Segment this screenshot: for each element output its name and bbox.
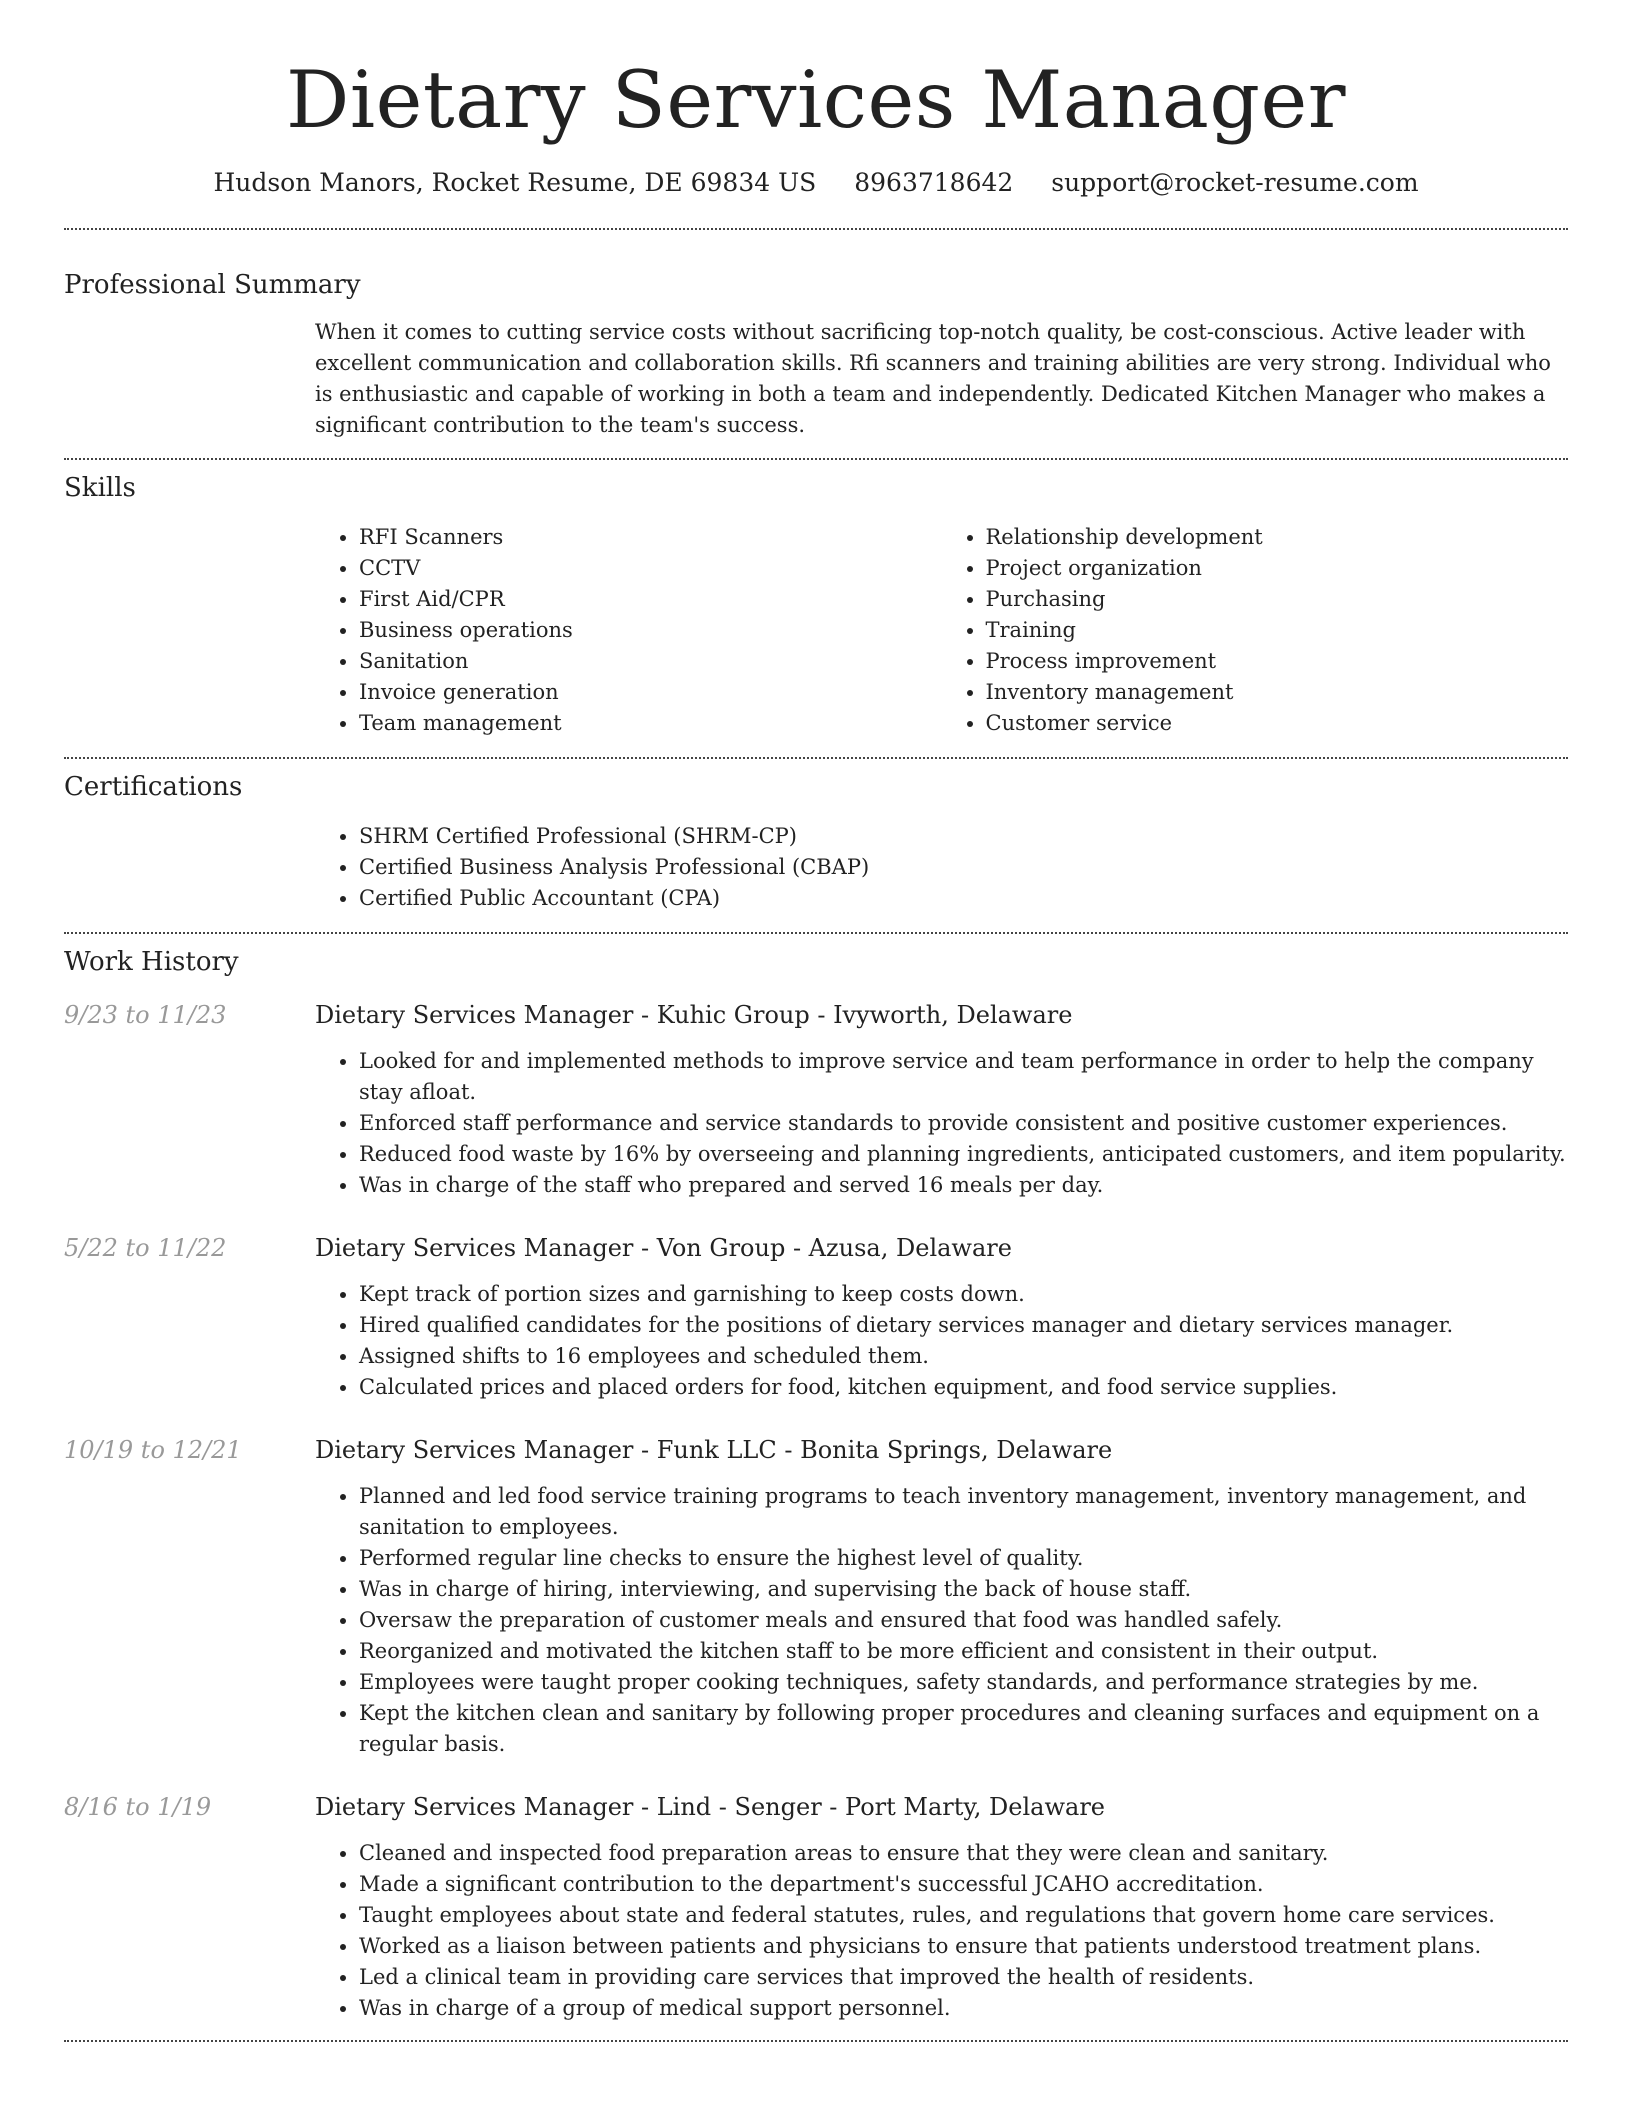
job-date: 8/16 to 1/19: [64, 1793, 212, 1821]
job-bullet: • Reorganized and motivated the kitchen staff to be more efficient and consistent in their output.: [359, 1636, 1568, 1667]
skill-item: • Inventory management: [986, 677, 1569, 708]
skill-item: • CCTV: [359, 553, 942, 584]
job-bullet: • Calculated prices and placed orders for food, kitchen equipment, and food service supplies.: [359, 1372, 1568, 1403]
job-bullet: • Kept the kitchen clean and sanitary by following proper procedures and cleaning surfaces and equipment on a regular basis.: [359, 1698, 1568, 1760]
certifications-body: [315, 821, 1568, 914]
job-header: [64, 1231, 1568, 1265]
job-title: Dietary Services Manager - Funk LLC - Bonita Springs, Delaware: [315, 1436, 1113, 1464]
job-bullet: • Reduced food waste by 16% by overseeing and planning ingredients, anticipated customers, and item popularity.: [359, 1139, 1568, 1170]
job-bullet: • Looked for and implemented methods to improve service and team performance in order to help the company stay afloat.: [359, 1046, 1568, 1108]
job-bullet: • Employees were taught proper cooking techniques, safety standards, and performance strategies by me.: [359, 1667, 1568, 1698]
job-title: Dietary Services Manager - Lind - Senger - Port Marty, Delaware: [315, 1793, 1105, 1821]
certification-item: • Certified Business Analysis Professional (CBAP): [359, 852, 1568, 883]
job-bullet: • Led a clinical team in providing care services that improved the health of residents.: [359, 1962, 1568, 1993]
resume-page: [64, 0, 1568, 2042]
resume-name: Dietary Services Manager: [286, 54, 1346, 146]
skill-item: • Relationship development: [986, 522, 1569, 553]
skill-item: • Sanitation: [359, 646, 942, 677]
job-bullet: • Was in charge of hiring, interviewing, and supervising the back of house staff.: [359, 1574, 1568, 1605]
summary-title: Professional Summary: [64, 270, 361, 300]
skills-grid: [315, 522, 1568, 739]
job-bullet: • Worked as a liaison between patients and physicians to ensure that patients understood treatment plans.: [359, 1931, 1568, 1962]
skill-item: • Project organization: [986, 553, 1569, 584]
job-bullets: [315, 1046, 1568, 1201]
contact-email: support@rocket-resume.com: [1051, 168, 1419, 197]
skills-list-left: [315, 522, 942, 739]
job-bullet: • Assigned shifts to 16 employees and scheduled them.: [359, 1341, 1568, 1372]
job-bullet: • Made a significant contribution to the department's successful JCAHO accreditation.: [359, 1869, 1568, 1900]
job-bullet-list: [315, 1481, 1568, 1760]
job-bullets: [315, 1279, 1568, 1403]
skills-title: Skills: [64, 473, 136, 503]
job-header: [64, 998, 1568, 1032]
contact-address: Hudson Manors, Rocket Resume, DE 69834 US: [213, 168, 817, 197]
job-header: [64, 1433, 1568, 1467]
job-bullet: • Was in charge of a group of medical support personnel.: [359, 1993, 1568, 2024]
skill-item: • RFI Scanners: [359, 522, 942, 553]
job-date: 10/19 to 12/21: [64, 1436, 242, 1464]
skill-item: • Customer service: [986, 708, 1569, 739]
job-bullet-list: [315, 1279, 1568, 1403]
job-bullet: • Planned and led food service training programs to teach inventory management, inventory management, and sanitation to employees.: [359, 1481, 1568, 1543]
work-history-jobs: [64, 998, 1568, 2024]
contact-line: [64, 166, 1568, 200]
job-bullet: • Hired qualified candidates for the positions of dietary services manager and dietary services manager.: [359, 1310, 1568, 1341]
job-date: 9/23 to 11/23: [64, 1001, 227, 1029]
certification-item: • SHRM Certified Professional (SHRM-CP): [359, 821, 1568, 852]
skill-item: • Invoice generation: [359, 677, 942, 708]
job-title: Dietary Services Manager - Kuhic Group - Ivyworth, Delaware: [315, 1001, 1073, 1029]
job-date: 5/22 to 11/22: [64, 1234, 227, 1262]
certifications-title: Certifications: [64, 772, 243, 802]
job-bullet: • Oversaw the preparation of customer meals and ensured that food was handled safely.: [359, 1605, 1568, 1636]
skill-item: • Team management: [359, 708, 942, 739]
job-bullet: • Was in charge of the staff who prepared and served 16 meals per day.: [359, 1170, 1568, 1201]
job-entry: [64, 1433, 1568, 1760]
job-bullet: • Performed regular line checks to ensure the highest level of quality.: [359, 1543, 1568, 1574]
job-bullet: • Kept track of portion sizes and garnishing to keep costs down.: [359, 1279, 1568, 1310]
certifications-section: [64, 759, 1568, 914]
work-history-title: Work History: [64, 947, 239, 977]
skills-list-right: [942, 522, 1569, 739]
certifications-list: [315, 821, 1568, 914]
job-bullet: • Cleaned and inspected food preparation areas to ensure that they were clean and sanitary.: [359, 1838, 1568, 1869]
job-entry: [64, 1790, 1568, 2024]
summary-text: When it comes to cutting service costs without sacrificing top-notch quality, be cost-conscious. Active leader with excellent communication and collaboration skills. Rfi scanners and training abilities are very strong. Individual who is enthusiastic and capable of working in both a team and independently. Dedicated Kitchen Manager who makes a significant contribution to the team's success.: [315, 320, 1551, 437]
skills-section: [64, 460, 1568, 739]
contact-phone: 8963718642: [854, 168, 1014, 197]
work-history-section: [64, 934, 1568, 2024]
skill-item: • Training: [986, 615, 1569, 646]
skill-item: • Business operations: [359, 615, 942, 646]
certification-item: • Certified Public Accountant (CPA): [359, 883, 1568, 914]
job-bullet-list: [315, 1838, 1568, 2024]
job-entry: [64, 998, 1568, 1201]
section-divider: [64, 2040, 1568, 2042]
summary-section: [64, 230, 1568, 441]
job-title: Dietary Services Manager - Von Group - Azusa, Delaware: [315, 1234, 1012, 1262]
job-header: [64, 1790, 1568, 1824]
job-bullet: • Taught employees about state and federal statutes, rules, and regulations that govern home care services.: [359, 1900, 1568, 1931]
skill-item: • Purchasing: [986, 584, 1569, 615]
skill-item: • Process improvement: [986, 646, 1569, 677]
job-bullet: • Enforced staff performance and service standards to provide consistent and positive customer experiences.: [359, 1108, 1568, 1139]
job-bullets: [315, 1838, 1568, 2024]
job-bullets: [315, 1481, 1568, 1760]
job-entry: [64, 1231, 1568, 1403]
job-bullet-list: [315, 1046, 1568, 1201]
skill-item: • First Aid/CPR: [359, 584, 942, 615]
